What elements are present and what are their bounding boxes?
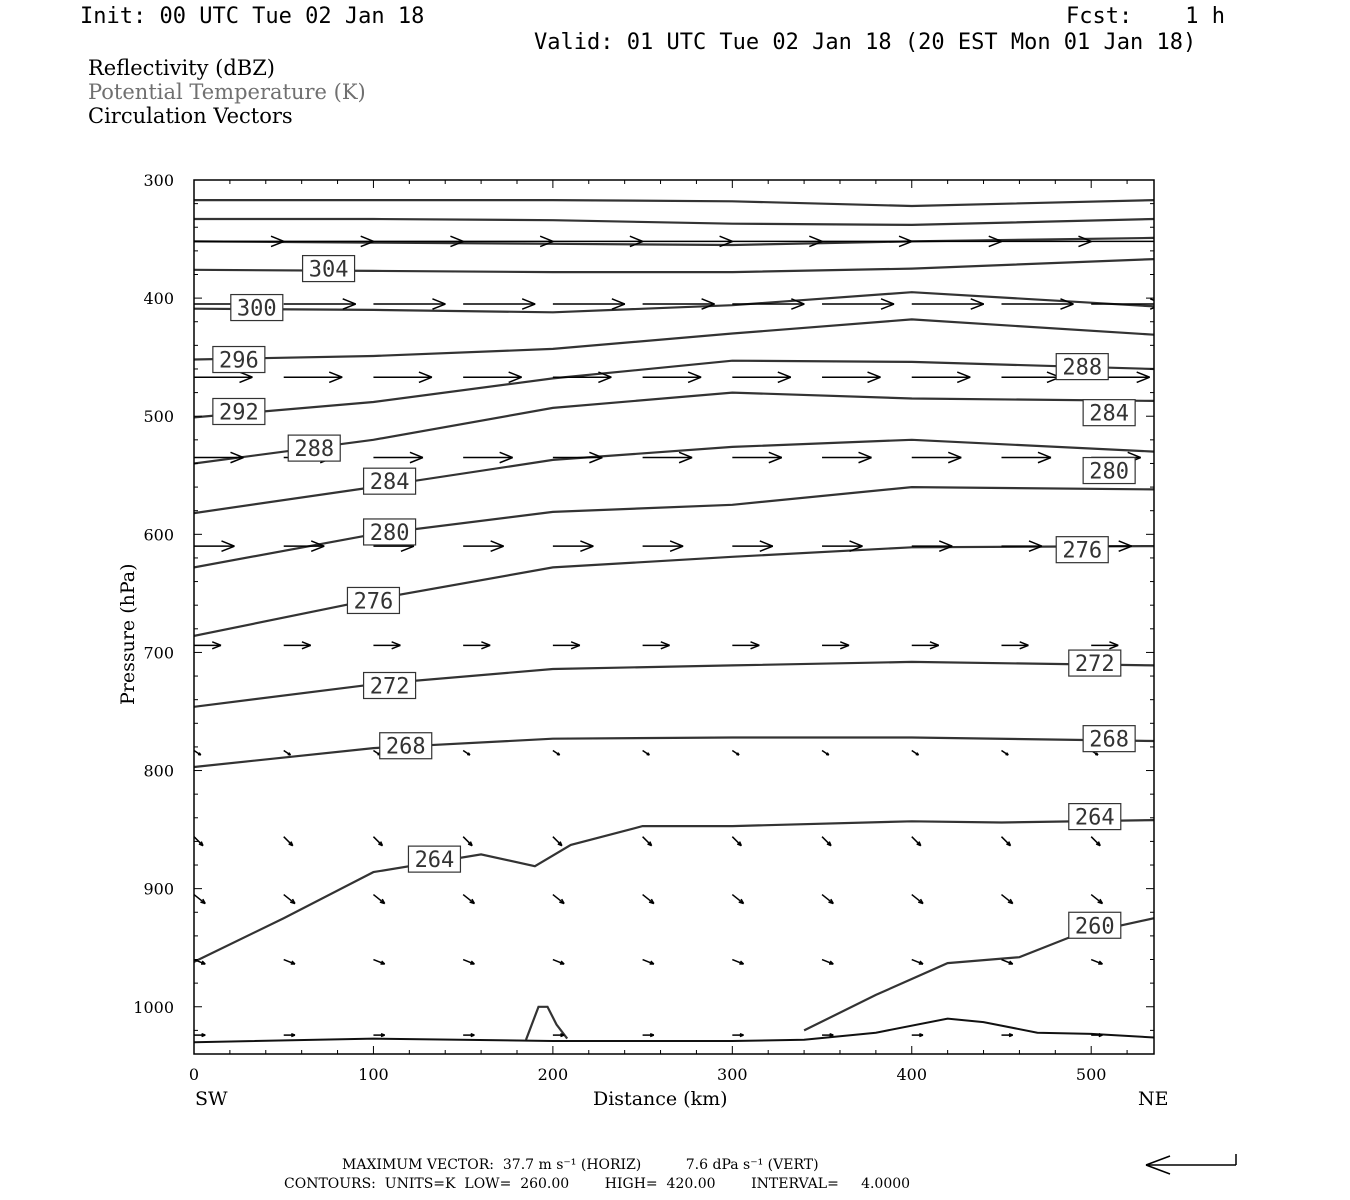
circulation-vector [284, 960, 295, 965]
contour-label-300 [231, 295, 283, 322]
circulation-vector [643, 372, 702, 382]
svg-text:296: 296 [218, 348, 259, 374]
reference-vector [1146, 1154, 1236, 1174]
x-tick-label: 300 [717, 1065, 748, 1084]
circulation-vector [912, 541, 953, 551]
svg-text:284: 284 [369, 470, 410, 496]
contour-label-280 [364, 519, 416, 546]
circulation-vector [732, 541, 773, 551]
svg-text:268: 268 [385, 734, 426, 760]
max-vector-note: MAXIMUM VECTOR: 37.7 m s⁻¹ (HORIZ) 7.6 dPa s⁻¹ (VERT) [342, 1157, 819, 1173]
circulation-vector [1091, 837, 1100, 846]
circulation-vector [284, 372, 343, 382]
circulation-vector [643, 750, 650, 755]
x-axis-right-end-label: NE [1138, 1088, 1169, 1110]
y-tick-label: 400 [143, 289, 174, 309]
circulation-vector [284, 750, 291, 755]
circulation-vector [463, 541, 504, 551]
isentrope-300 [194, 292, 1154, 312]
isentrope-unlabeled-0 [194, 200, 1154, 206]
plot-frame [194, 180, 1154, 1054]
svg-text:276: 276 [1062, 538, 1103, 564]
svg-text:272: 272 [369, 674, 410, 700]
circulation-vector [553, 960, 564, 965]
y-tick-label: 300 [143, 171, 174, 190]
circulation-vector [553, 1034, 564, 1037]
circulation-vector [1091, 895, 1102, 904]
circulation-vector [1001, 372, 1060, 382]
svg-text:264: 264 [414, 848, 455, 874]
y-tick-label: 900 [143, 879, 174, 899]
contour-label-272 [1069, 650, 1121, 677]
x-tick-label: 0 [188, 1065, 200, 1084]
circulation-vector [1001, 541, 1042, 551]
circulation-vector [822, 1034, 833, 1037]
circulation-vector [553, 895, 564, 904]
svg-text:264: 264 [1074, 805, 1115, 831]
contour-label-276 [1056, 537, 1108, 564]
legend-potential-temperature: Potential Temperature (K) [88, 80, 366, 104]
circulation-vector [463, 372, 522, 382]
circulation-vector [732, 895, 743, 904]
circulation-vector [732, 642, 759, 649]
init-time: Init: 00 UTC Tue 02 Jan 18 [80, 4, 425, 29]
contour-label-268 [380, 733, 432, 760]
circulation-vector [194, 372, 253, 382]
isentrope-268 [194, 738, 1154, 768]
contour-label-284 [364, 468, 416, 495]
circulation-vector [822, 750, 829, 755]
circulation-vector [912, 299, 984, 309]
y-tick-label: 700 [143, 643, 174, 663]
svg-text:260: 260 [1074, 914, 1115, 940]
y-tick-label: 600 [143, 525, 174, 545]
circulation-vector [822, 895, 833, 904]
circulation-vector [463, 895, 474, 904]
circulation-vector [643, 642, 670, 649]
circulation-vector [463, 299, 535, 309]
circulation-vector [822, 837, 831, 846]
isentrope-292 [194, 361, 1154, 418]
circulation-vector [912, 452, 962, 462]
circulation-vector [1091, 960, 1102, 965]
y-tick-label: 1000 [133, 997, 174, 1017]
contour-label-264 [1069, 804, 1121, 831]
circulation-vector [822, 236, 912, 246]
circulation-vector [1001, 236, 1091, 246]
circulation-vector [373, 837, 382, 846]
circulation-vector [732, 452, 782, 462]
circulation-vector [284, 642, 311, 649]
circulation-vector [1001, 452, 1051, 462]
y-axis-label: Pressure (hPa) [117, 563, 139, 705]
contour-label-288 [288, 435, 340, 462]
circulation-vector [553, 750, 560, 755]
circulation-vector [912, 895, 923, 904]
circulation-vector [912, 372, 971, 382]
svg-text:276: 276 [353, 589, 394, 615]
circulation-vector [194, 541, 235, 551]
circulation-vector [373, 642, 400, 649]
circulation-vector [284, 236, 374, 246]
circulation-vector [553, 642, 580, 649]
x-axis-left-end-label: SW [195, 1088, 228, 1110]
y-tick-label: 800 [143, 761, 174, 781]
circulation-vector [912, 750, 919, 755]
circulation-vector [1091, 299, 1163, 309]
circulation-vector [732, 750, 739, 755]
circulation-vector [284, 1034, 295, 1037]
legend-circulation-vectors: Circulation Vectors [88, 104, 293, 128]
circulation-vector [463, 750, 470, 755]
circulation-vector [463, 837, 472, 846]
svg-text:292: 292 [218, 400, 259, 426]
circulation-vector [822, 452, 872, 462]
circulation-vector [912, 236, 1002, 246]
circulation-vector [553, 299, 625, 309]
svg-text:300: 300 [236, 296, 277, 322]
contour-label-288 [1056, 354, 1108, 381]
circulation-vector [912, 960, 923, 965]
circulation-vector [194, 236, 284, 246]
legend-reflectivity: Reflectivity (dBZ) [88, 56, 276, 80]
contour-info-note: CONTOURS: UNITS=K LOW= 260.00 HIGH= 420.00 INTERVAL= 4.0000 [284, 1176, 911, 1192]
circulation-vector [822, 642, 849, 649]
svg-text:304: 304 [308, 257, 349, 283]
x-tick-label: 500 [1075, 1065, 1107, 1084]
x-tick-label: 100 [358, 1065, 389, 1084]
circulation-vector [373, 960, 384, 965]
circulation-vector [1001, 895, 1012, 904]
svg-text:280: 280 [1089, 459, 1130, 485]
contour-label-276 [347, 587, 399, 614]
contour-label-264 [408, 846, 460, 873]
isentrope-296 [194, 319, 1154, 359]
circulation-vector [553, 452, 603, 462]
circulation-vector [463, 1034, 474, 1037]
circulation-vector [284, 895, 295, 904]
circulation-vector [373, 1034, 384, 1037]
circulation-vector [732, 372, 791, 382]
forecast-hour: Fcst: 1 h [1066, 4, 1225, 29]
circulation-vector [643, 895, 654, 904]
x-tick-label: 200 [537, 1065, 569, 1084]
circulation-vector [1001, 750, 1008, 755]
svg-text:288: 288 [294, 437, 335, 463]
circulation-vector [463, 452, 513, 462]
circulation-vector [732, 1034, 743, 1037]
contour-label-296 [213, 347, 265, 374]
circulation-vector [463, 960, 474, 965]
y-tick-label: 500 [143, 407, 174, 427]
terrain-surface-line [194, 1019, 1154, 1043]
circulation-vector [912, 642, 939, 649]
circulation-vector [1001, 960, 1012, 965]
contour-label-272 [364, 673, 416, 700]
svg-text:284: 284 [1089, 401, 1130, 427]
circulation-vector [732, 960, 743, 965]
circulation-vector [553, 541, 594, 551]
circulation-vector [373, 299, 445, 309]
circulation-vector [643, 1034, 654, 1037]
circulation-vector [822, 299, 894, 309]
circulation-vector [194, 895, 205, 904]
circulation-vector [373, 372, 432, 382]
contour-label-280 [1083, 458, 1135, 485]
circulation-vector [284, 299, 356, 309]
circulation-vector [1001, 1034, 1012, 1037]
isentrope-272 [194, 662, 1154, 707]
circulation-vector [822, 960, 833, 965]
valid-time: Valid: 01 UTC Tue 02 Jan 18 (20 EST Mon 01 Jan 18) [534, 30, 1197, 55]
circulation-vector [1001, 642, 1028, 649]
circulation-vector [643, 837, 652, 846]
circulation-vector [373, 452, 423, 462]
circulation-vector [732, 299, 804, 309]
circulation-vector [1091, 642, 1118, 649]
svg-text:280: 280 [369, 520, 410, 546]
circulation-vector [194, 750, 201, 755]
circulation-vector [643, 541, 684, 551]
circulation-vector [732, 837, 741, 846]
circulation-vector [553, 372, 612, 382]
x-axis-label: Distance (km) [593, 1088, 728, 1110]
isentrope-unlabeled-1 [194, 219, 1154, 225]
circulation-vector [912, 837, 921, 846]
contour-label-268 [1083, 726, 1135, 753]
circulation-vector [463, 236, 553, 246]
circulation-vector [373, 236, 463, 246]
circulation-vector [284, 837, 293, 846]
circulation-vector [463, 642, 490, 649]
circulation-vector [822, 372, 881, 382]
circulation-vector [194, 642, 221, 649]
circulation-vector [373, 895, 384, 904]
isentrope-280 [194, 487, 1154, 567]
circulation-vector [643, 960, 654, 965]
svg-text:288: 288 [1062, 355, 1103, 381]
contour-label-284 [1083, 400, 1135, 427]
contour-label-304 [303, 256, 355, 283]
svg-text:272: 272 [1074, 652, 1115, 678]
svg-text:268: 268 [1089, 727, 1130, 753]
circulation-vector [1001, 837, 1010, 846]
circulation-vector [912, 1034, 923, 1037]
circulation-vector [553, 837, 562, 846]
contour-label-292 [213, 398, 265, 425]
contour-label-260 [1069, 912, 1121, 939]
x-tick-label: 400 [896, 1065, 928, 1084]
circulation-vector [194, 1034, 205, 1037]
isentrope-276 [194, 546, 1154, 636]
isentrope-264 [194, 820, 1154, 962]
